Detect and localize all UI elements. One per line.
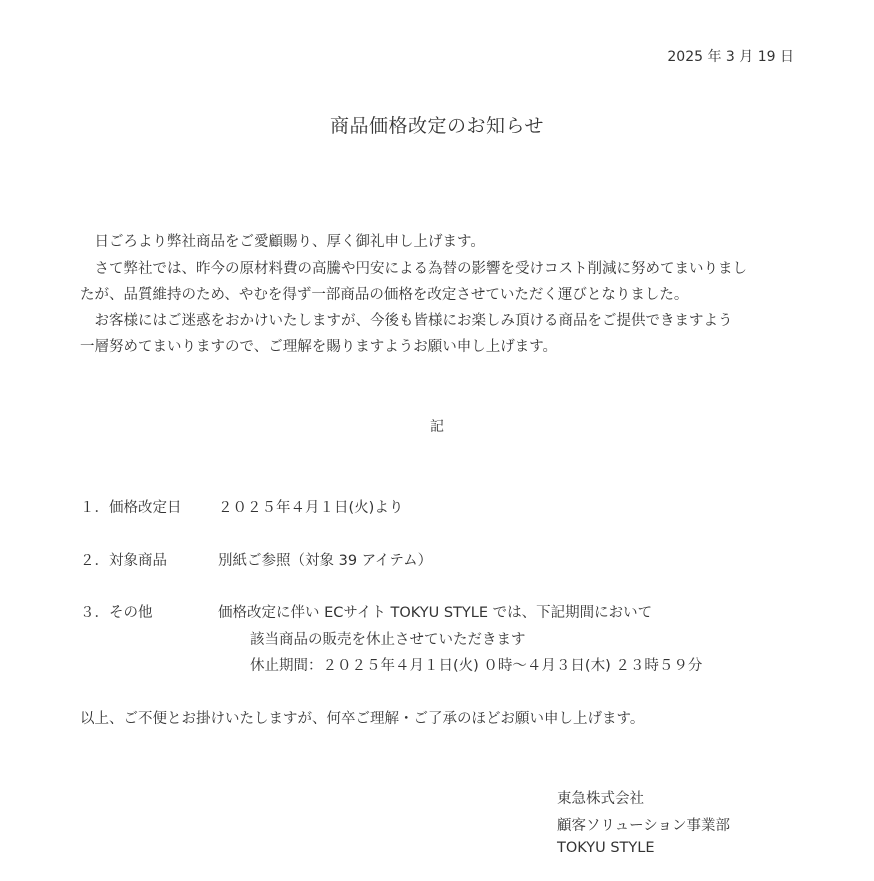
item-2-value: 別紙ご参照（対象 39 アイテム） [218, 553, 433, 569]
suspension-period: 休止期間：２０２５年４月１日(火) ０時～４月３日(木) ２３時５９分 [250, 658, 703, 674]
item-3-label: ３．その他 [80, 605, 153, 621]
company-name: 東急株式会社 [557, 791, 644, 807]
item-2-label: ２．対象商品 [80, 553, 167, 569]
ki-heading: 記 [430, 419, 444, 435]
body-line: たが、品質維持のため、やむを得ず一部商品の価格を改定させていただく運びとなりました。 [80, 287, 689, 303]
closing-text: 以上、ご不便とお掛けいたしますが、何卒ご理解・ご了承のほどお願い申し上げます。 [80, 711, 645, 727]
body-line: さて弊社では、昨今の原材料費の高騰や円安による為替の影響を受けコスト削減に努めてまいりまし [80, 261, 747, 277]
body-line: 一層努めてまいりますので、ご理解を賜りますようお願い申し上げます。 [80, 339, 558, 355]
item-3-value: 価格改定に伴い ECサイト TOKYU STYLE では、下記期間において [218, 605, 653, 621]
item-1-label: １．価格改定日 [80, 500, 182, 516]
item-1-value: ２０２５年４月１日(火)より [218, 500, 404, 516]
body-line: お客様にはご迷惑をおかけいたしますが、今後も皆様にお楽しみ頂ける商品をご提供できますよう [80, 313, 733, 329]
brand-name: TOKYU STYLE [557, 840, 655, 856]
item-3-detail: 該当商品の販売を休止させていただきます [250, 632, 526, 648]
department-name: 顧客ソリューション事業部 [557, 818, 730, 834]
body-line: 日ごろより弊社商品をご愛顧賜り、厚く御礼申し上げます。 [80, 234, 485, 250]
issue-date: 2025 年 3 月 19 日 [667, 49, 794, 65]
page-title: 商品価格改定のお知らせ [330, 115, 544, 137]
